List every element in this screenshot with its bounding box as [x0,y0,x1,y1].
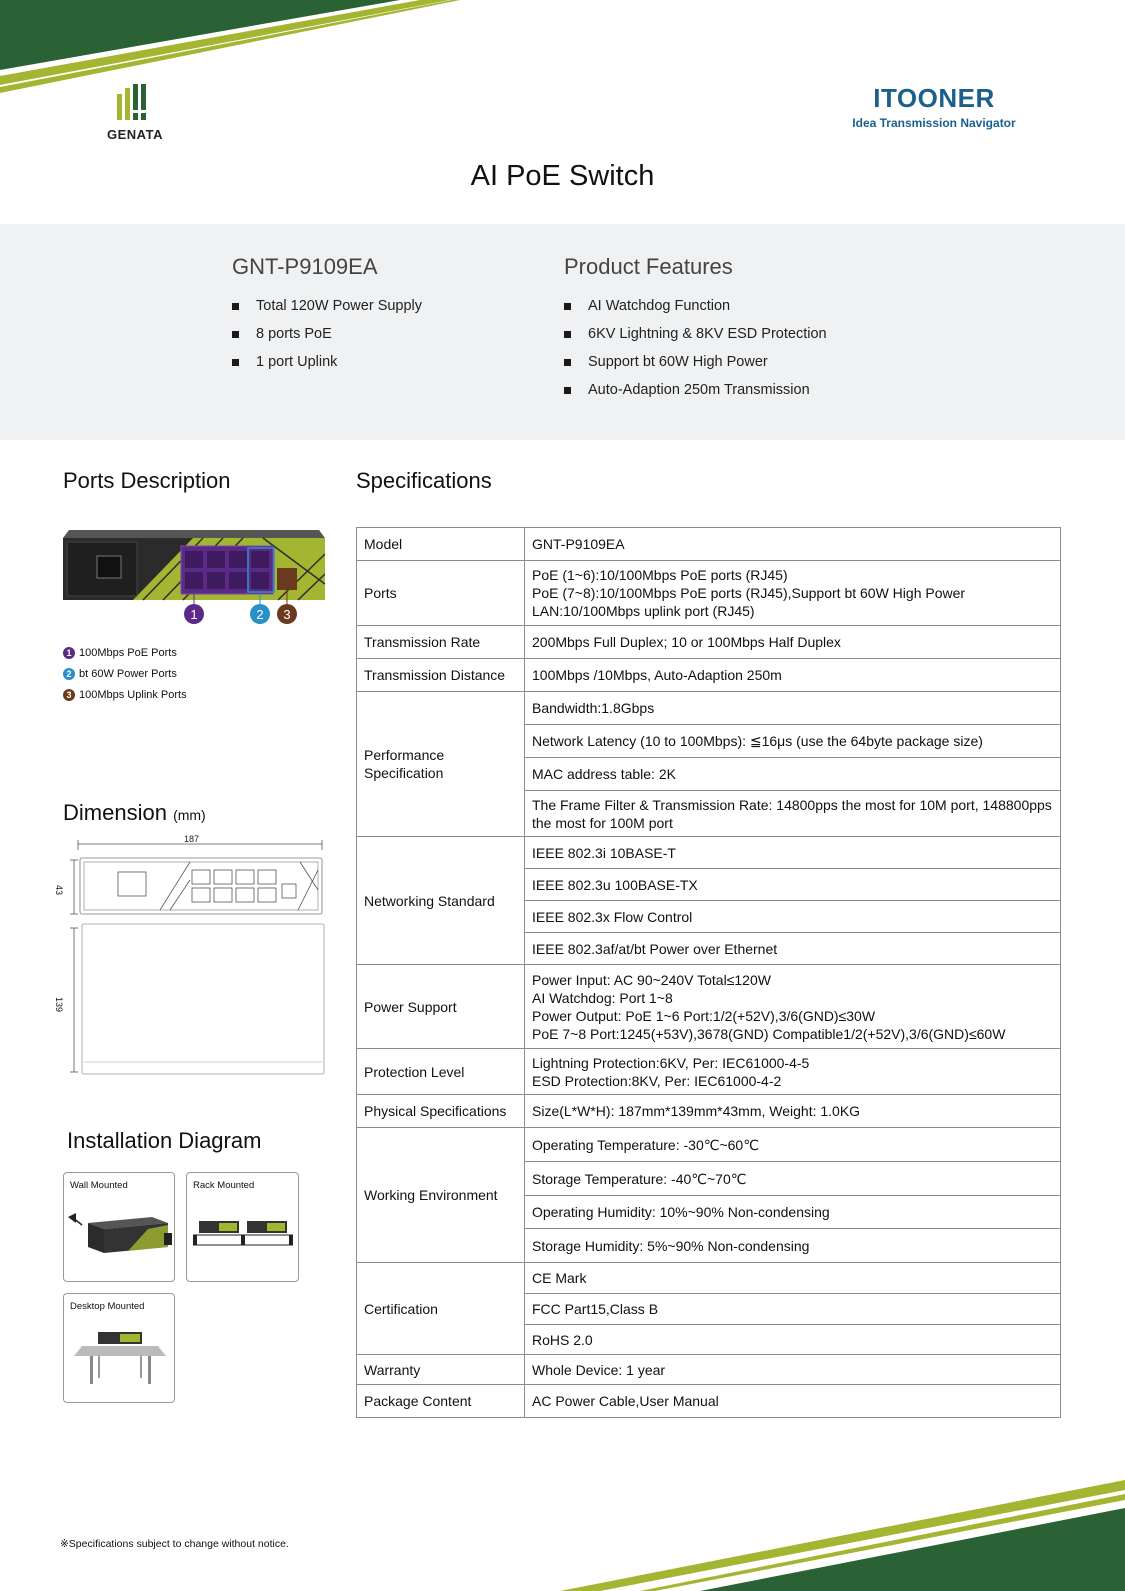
legend-item [63,684,187,705]
spec-value: 100Mbps /10Mbps, Auto-Adaption 250m [525,659,1061,692]
dimension-title [63,800,206,826]
dimension-drawing [60,840,330,1090]
rack-mount-illustration [193,1219,293,1253]
page-title: AI PoE Switch [470,160,655,192]
model-block [232,254,422,376]
spec-line: AI Watchdog: Port 1~8 [532,989,673,1006]
genata-logo [100,84,170,142]
spec-value: MAC address table: 2K [525,758,1061,791]
list-item: 8 ports PoE [232,320,422,348]
list-item: 1 port Uplink [232,348,422,376]
features-list [564,292,827,404]
list-item: 6KV Lightning & 8KV ESD Protection [564,320,827,348]
table-row [357,1095,1061,1128]
spec-value [525,561,1061,626]
install-rack-card [186,1172,299,1282]
legend-label: bt 60W Power Ports [79,667,177,680]
spec-value: CE Mark [525,1263,1061,1294]
header-stripe-decoration [0,0,460,100]
spec-line: PoE 7~8 Port:1245(+53V),3678(GND) Compatible1/2(+52V),3/6(GND)≤60W [532,1025,1006,1042]
itooner-logo [836,84,1032,130]
legend-label: 100Mbps Uplink Ports [79,688,187,701]
spec-value: GNT-P9109EA [525,528,1061,561]
itooner-logo-text: ITOONER [873,83,995,113]
install-rack-label: Rack Mounted [193,1180,255,1191]
desktop-mount-illustration [72,1324,168,1386]
features-title: Product Features [564,254,733,279]
model-list [232,292,422,376]
spec-line: Power Output: PoE 1~6 Port:1/2(+52V),3/6(GND)≤30W [532,1007,876,1024]
dimension-title-text: Dimension [63,800,167,825]
spec-value: FCC Part15,Class B [525,1294,1061,1325]
install-desktop-card [63,1293,175,1403]
install-wall-card [63,1172,175,1282]
table-row [357,561,1061,626]
install-wall-label: Wall Mounted [70,1180,128,1191]
features-block [564,254,827,404]
table-row [357,1049,1061,1095]
spec-value: Whole Device: 1 year [525,1355,1061,1385]
footer-stripe-decoration [0,1480,1125,1591]
spec-value: Bandwidth:1.8Gbps [525,692,1061,725]
features-band [0,224,1125,440]
spec-line: PoE (1~6):10/100Mbps PoE ports (RJ45) [532,567,788,583]
dimension-width-label: 187 [184,834,200,844]
spec-line: Power Input: AC 90~240V Total≤120W [532,971,771,988]
table-row [357,1355,1061,1385]
table-row [357,837,1061,869]
itooner-tagline: Idea Transmission Navigator [852,116,1016,130]
spec-line: Lightning Protection:6KV, Per: IEC61000-4-5 [532,1054,810,1071]
spec-key: Warranty [357,1355,525,1385]
spec-value: IEEE 802.3x Flow Control [525,901,1061,933]
spec-key: Transmission Distance [357,659,525,692]
list-item: Total 120W Power Supply [232,292,422,320]
spec-value: IEEE 802.3af/at/bt Power over Ethernet [525,933,1061,965]
dimension-depth-label: 139 [54,997,64,1013]
genata-logo-mark [115,84,155,120]
legend-badge: 1 [63,647,75,659]
legend-badge: 2 [63,668,75,680]
footnote: ※Specifications subject to change without notice. [60,1538,289,1550]
spec-value: Operating Humidity: 10%~90% Non-condensing [525,1196,1061,1229]
installation-title: Installation Diagram [67,1128,262,1153]
spec-key: Protection Level [357,1049,525,1095]
legend-badge: 3 [63,689,75,701]
callout-2: 2 [256,607,264,622]
install-desktop-label: Desktop Mounted [70,1301,145,1312]
list-item: Auto-Adaption 250m Transmission [564,376,827,404]
callout-3: 3 [283,607,291,622]
dimension-unit: (mm) [173,807,206,823]
spec-key: Networking Standard [357,837,525,965]
ports-legend [63,642,187,705]
spec-key: Performance Specification [357,692,525,837]
spec-key: Certification [357,1263,525,1355]
genata-logo-text: GENATA [107,127,163,142]
spec-value: Storage Temperature: -40℃~70℃ [525,1162,1061,1196]
model-title: GNT-P9109EA [232,254,378,279]
spec-key: Model [357,528,525,561]
spec-value: IEEE 802.3u 100BASE-TX [525,869,1061,901]
spec-value [525,1049,1061,1095]
callout-1: 1 [190,607,198,622]
spec-key: Power Support [357,965,525,1049]
table-row [357,1385,1061,1418]
spec-value: Storage Humidity: 5%~90% Non-condensing [525,1229,1061,1263]
table-row [357,528,1061,561]
specifications-title: Specifications [356,468,492,493]
list-item: Support bt 60W High Power [564,348,827,376]
dimension-height-label: 43 [54,885,64,896]
spec-value: IEEE 802.3i 10BASE-T [525,837,1061,869]
spec-value: AC Power Cable,User Manual [525,1385,1061,1418]
spec-value: Network Latency (10 to 100Mbps): ≦16μs (use the 64byte package size) [525,725,1061,758]
spec-value: The Frame Filter & Transmission Rate: 14800pps the most for 10M port, 148800pps the most for 100M port [525,791,1061,837]
spec-key: Ports [357,561,525,626]
spec-value: 200Mbps Full Duplex; 10 or 100Mbps Half Duplex [525,626,1061,659]
legend-label: 100Mbps PoE Ports [79,646,177,659]
spec-line: PoE (7~8):10/100Mbps PoE ports (RJ45),Support bt 60W High Power [532,585,966,601]
list-item: AI Watchdog Function [564,292,827,320]
spec-key: Transmission Rate [357,626,525,659]
table-row [357,1128,1061,1162]
wall-mount-illustration [68,1209,172,1259]
table-row [357,626,1061,659]
spec-value: Size(L*W*H): 187mm*139mm*43mm, Weight: 1.0KG [525,1095,1061,1128]
ports-title: Ports Description [63,468,231,493]
legend-item [63,642,187,663]
table-row [357,659,1061,692]
spec-value: Operating Temperature: -30℃~60℃ [525,1128,1061,1162]
spec-key: Package Content [357,1385,525,1418]
spec-key: Working Environment [357,1128,525,1263]
spec-line: ESD Protection:8KV, Per: IEC61000-4-2 [532,1072,782,1089]
table-row [357,692,1061,725]
spec-line: LAN:10/100Mbps uplink port (RJ45) [532,603,755,619]
table-row [357,1263,1061,1294]
switch-front-illustration [63,524,325,634]
spec-key: Physical Specifications [357,1095,525,1128]
spec-value: RoHS 2.0 [525,1325,1061,1355]
spec-value [525,965,1061,1049]
legend-item [63,663,187,684]
table-row [357,965,1061,1049]
specifications-table [356,527,1061,1418]
